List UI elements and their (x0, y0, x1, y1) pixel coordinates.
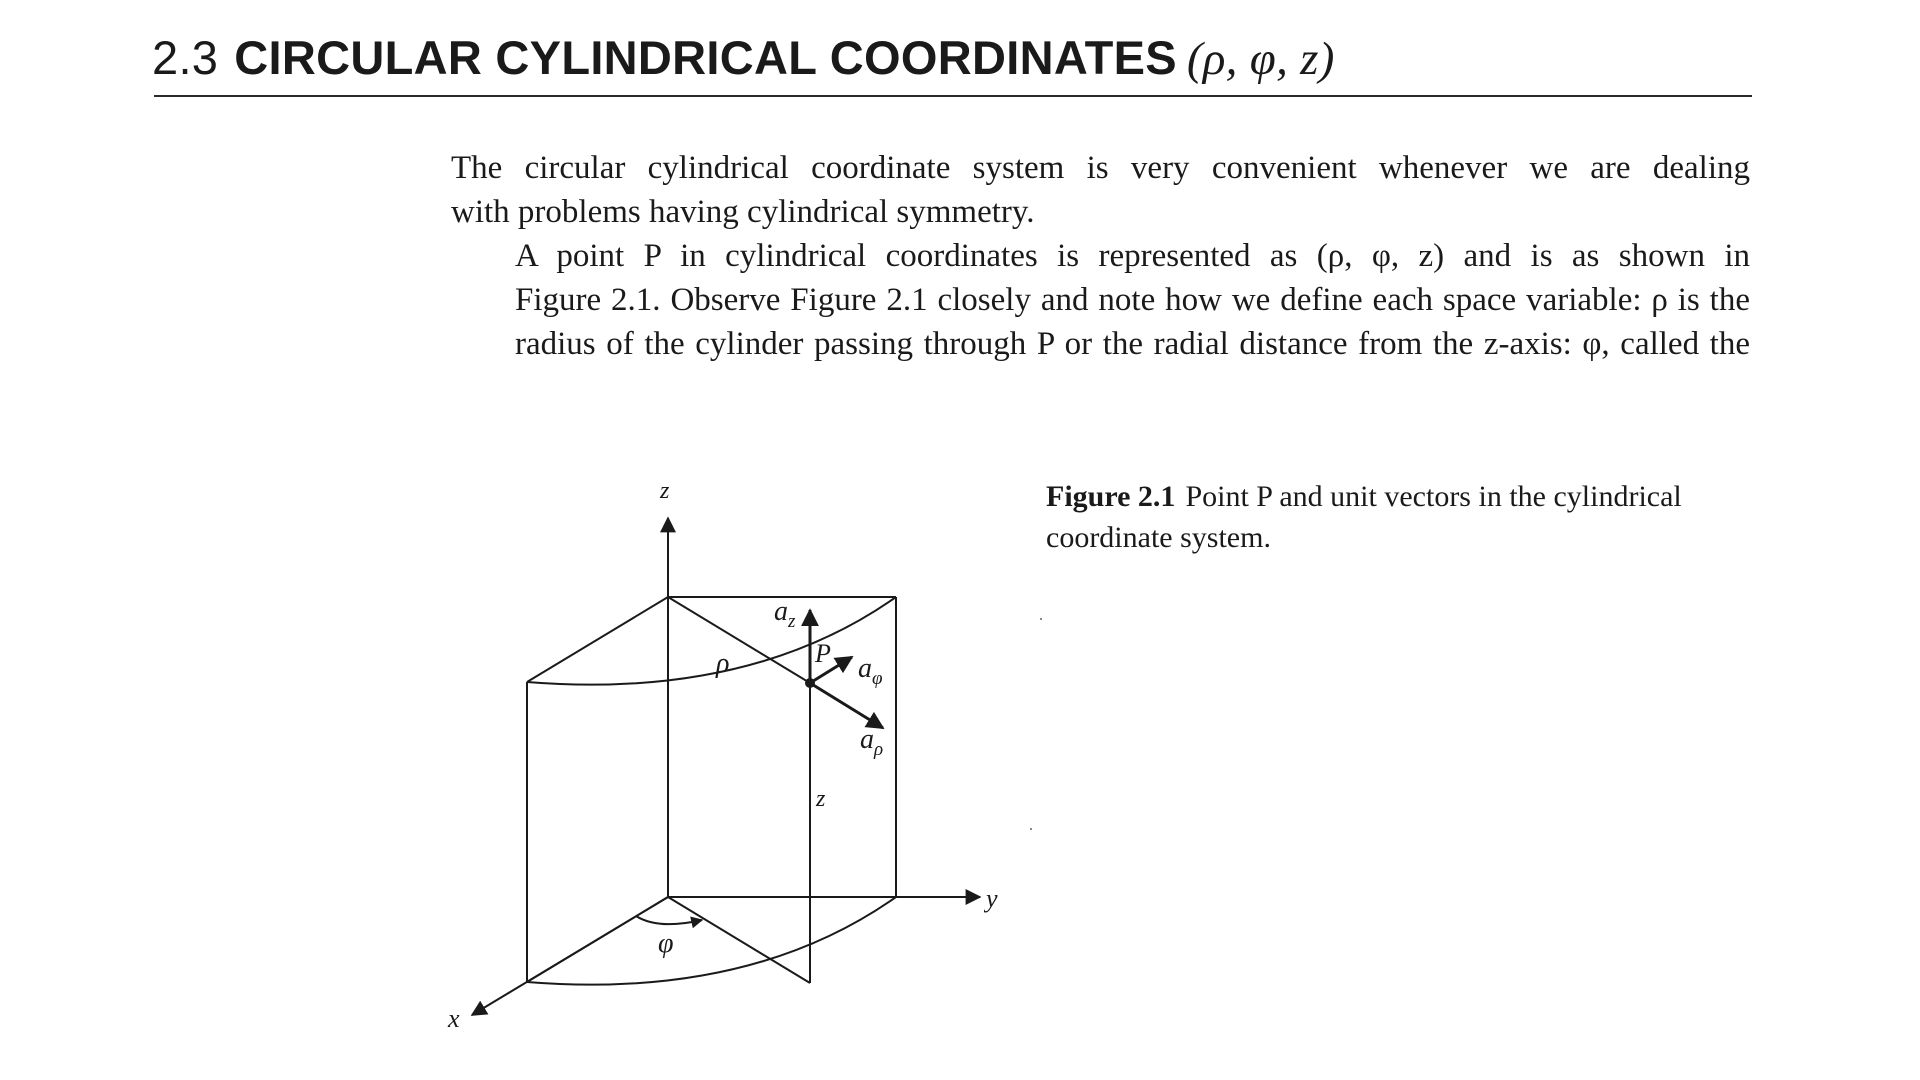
a-rho-label (860, 724, 883, 760)
section-title: CIRCULAR CYLINDRICAL COORDINATES (234, 31, 1177, 84)
x-axis-label: x (448, 1004, 460, 1033)
scan-speck (1030, 828, 1032, 830)
top-radius-p (668, 597, 810, 683)
a-z-label (774, 596, 796, 632)
body-text (451, 146, 1750, 366)
cylindrical-coordinates-diagram (420, 460, 1060, 1040)
section-heading (152, 26, 1335, 91)
a-phi-sub: φ (872, 668, 883, 689)
figure-2-1 (420, 460, 1060, 1040)
section-variables: (ρ, φ, z) (1186, 33, 1335, 85)
figure-caption-label: Figure 2.1 (1046, 480, 1176, 513)
section-number: 2.3 (152, 31, 219, 84)
y-axis-label: y (986, 884, 998, 913)
scan-speck (1040, 618, 1042, 620)
top-arc (527, 597, 896, 685)
phi-angle-arc (636, 916, 702, 924)
figure-caption-text: Point P and unit vectors in the cylindrical coordinate system. (1046, 480, 1682, 554)
paragraph-2-line-3: radius of the cylinder passing through P or the radial distance from the z-axis: φ, called the (515, 326, 1750, 362)
bottom-radius-p (668, 897, 810, 983)
point-p-label: P (815, 639, 831, 668)
paragraph-1-line-2: with problems having cylindrical symmetry. (451, 194, 1035, 230)
a-rho-vector (810, 683, 883, 728)
paragraph-1-line-1: The circular cylindrical coordinate system is very convenient whenever we are dealing (451, 150, 1750, 186)
z-height-label: z (816, 786, 826, 812)
figure-caption (1046, 476, 1758, 558)
paragraph-1 (451, 146, 1750, 234)
point-p-dot (805, 678, 815, 688)
a-z-sub: z (788, 611, 796, 632)
z-axis-label: z (660, 478, 670, 504)
bottom-arc (527, 897, 896, 985)
a-phi-main: a (858, 653, 872, 684)
rho-label: ρ (716, 648, 730, 679)
paragraph-2-line-2: Figure 2.1. Observe Figure 2.1 closely and note how we define each space variable: ρ is the (515, 282, 1750, 318)
a-rho-sub: ρ (874, 739, 884, 760)
a-z-main: a (774, 596, 788, 627)
paragraph-2 (451, 234, 1750, 366)
top-radius-x (527, 597, 668, 682)
heading-rule (154, 95, 1752, 97)
bottom-radius-x (527, 897, 668, 982)
phi-label: φ (658, 928, 674, 959)
a-phi-label (858, 653, 883, 689)
paragraph-2-line-1: A point P in cylindrical coordinates is represented as (ρ, φ, z) and is as shown in (515, 238, 1750, 274)
a-rho-main: a (860, 724, 874, 755)
